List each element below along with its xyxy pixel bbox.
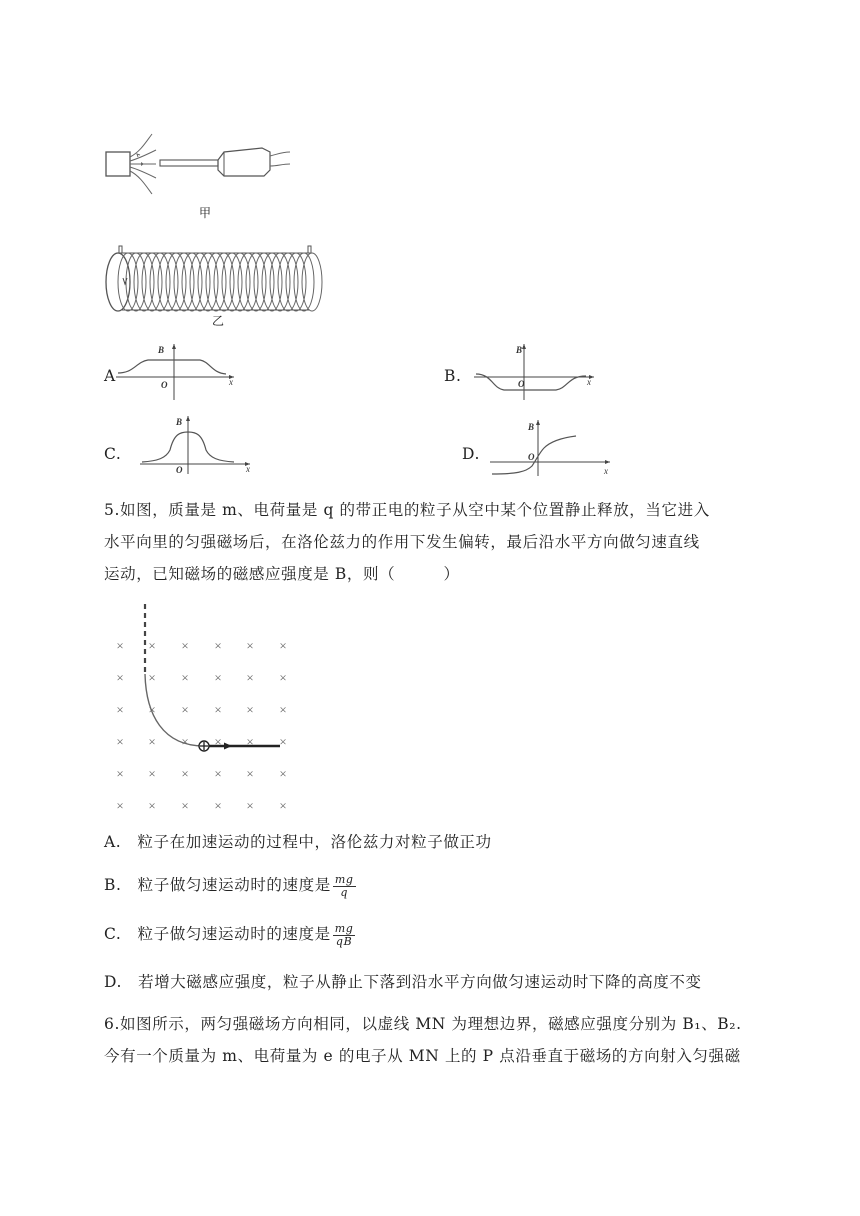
axis-x-label: x [587,377,591,387]
q5-line-2: 水平向里的匀强磁场后，在洛伦兹力的作用下发生偏转，最后沿水平方向做匀速直线 [104,533,700,551]
axis-b-label: B [176,417,183,427]
field-cross-mark: × [116,734,124,749]
field-cross-mark: × [279,798,287,813]
field-cross-mark: × [181,798,189,813]
field-cross-mark: × [246,638,254,653]
q5-option-a: A. 粒子在加速运动的过程中，洛伦兹力对粒子做正功 [104,833,492,851]
figure-yi-label: 乙 [212,314,225,328]
field-cross-mark: × [148,702,156,717]
axis-o-label: O [518,379,525,389]
field-cross-mark: × [214,798,222,813]
q4-option-b-graph [470,340,610,402]
field-cross-mark: × [181,702,189,717]
fraction-numerator: mg [334,921,354,935]
fraction-denominator: qB [335,934,353,948]
q5-option-c-text: C. 粒子做匀速运动时的速度是 [104,925,331,943]
q5-option-d: D. 若增大磁感应强度，粒子从静止下落到沿水平方向做匀速运动时下降的高度不变 [104,973,702,991]
q5-option-b-fraction [333,874,356,898]
axis-x-label: x [604,466,608,476]
field-cross-mark: × [181,766,189,781]
q5-option-b [104,873,356,898]
field-cross-mark: × [181,670,189,685]
axis-o-label: O [176,465,183,475]
q4-option-a-graph [112,340,252,402]
field-cross-mark: × [246,798,254,813]
field-cross-mark: × [148,798,156,813]
field-cross-mark: × [116,702,124,717]
field-cross-mark: × [116,670,124,685]
q4-option-c-label: C. [104,445,122,463]
fraction-denominator: q [340,885,348,899]
field-cross-mark: × [214,702,222,717]
axis-b-label: B [528,422,535,432]
field-cross-mark: × [148,766,156,781]
q6-line-2: 今有一个质量为 m、电荷量为 e 的电子从 MN 上的 P 点沿垂直于磁场的方向射入匀强磁 [104,1047,741,1065]
q6-line-1: 6.如图所示，两匀强磁场方向相同，以虚线 MN 为理想边界，磁感应强度分别为 B₁、B₂. [104,1015,742,1033]
q4-option-d-graph [486,416,616,478]
field-cross-mark: × [214,734,222,749]
field-cross-mark: × [148,638,156,653]
axis-x-label: x [246,464,250,474]
axis-x-label: x [229,377,233,387]
q4-option-c-graph [136,412,260,476]
field-cross-mark: × [246,702,254,717]
field-cross-mark: × [214,766,222,781]
q4-option-a-label: A [104,367,116,385]
q5-option-c [104,922,355,947]
field-cross-mark: × [116,798,124,813]
field-cross-mark: × [214,670,222,685]
field-cross-mark: × [246,670,254,685]
axis-b-label: B [158,345,165,355]
field-cross-mark: × [279,638,287,653]
figure-jia-label: 甲 [199,206,212,220]
axis-b-label: B [516,345,523,355]
q5-line-1: 5.如图，质量是 m、电荷量是 q 的带正电的粒子从空中某个位置静止释放，当它进入 [104,501,710,519]
field-cross-mark: × [181,638,189,653]
q5-option-c-fraction [333,923,356,947]
axis-o-label: O [528,452,535,462]
axis-o-label: O [161,380,168,390]
field-cross-mark: × [246,766,254,781]
field-cross-mark: × [181,734,189,749]
field-cross-mark: × [214,638,222,653]
figure-yi-solenoid [100,242,340,322]
q5-option-b-text: B. 粒子做匀速运动时的速度是 [104,876,331,894]
field-cross-mark: × [116,766,124,781]
q5-magnetic-field-figure [108,600,298,813]
fraction-numerator: mg [334,872,354,886]
field-cross-mark: × [116,638,124,653]
field-cross-mark: × [279,734,287,749]
field-cross-mark: × [279,702,287,717]
field-cross-mark: × [279,766,287,781]
field-cross-mark: × [148,670,156,685]
q4-option-d-label: D. [462,445,481,463]
field-cross-mark: × [246,734,254,749]
q5-line-3: 运动，已知磁场的磁感应强度是 B，则（ ） [104,565,460,583]
field-cross-mark: × [279,670,287,685]
q4-option-b-label: B. [444,367,462,385]
field-cross-mark: × [148,734,156,749]
